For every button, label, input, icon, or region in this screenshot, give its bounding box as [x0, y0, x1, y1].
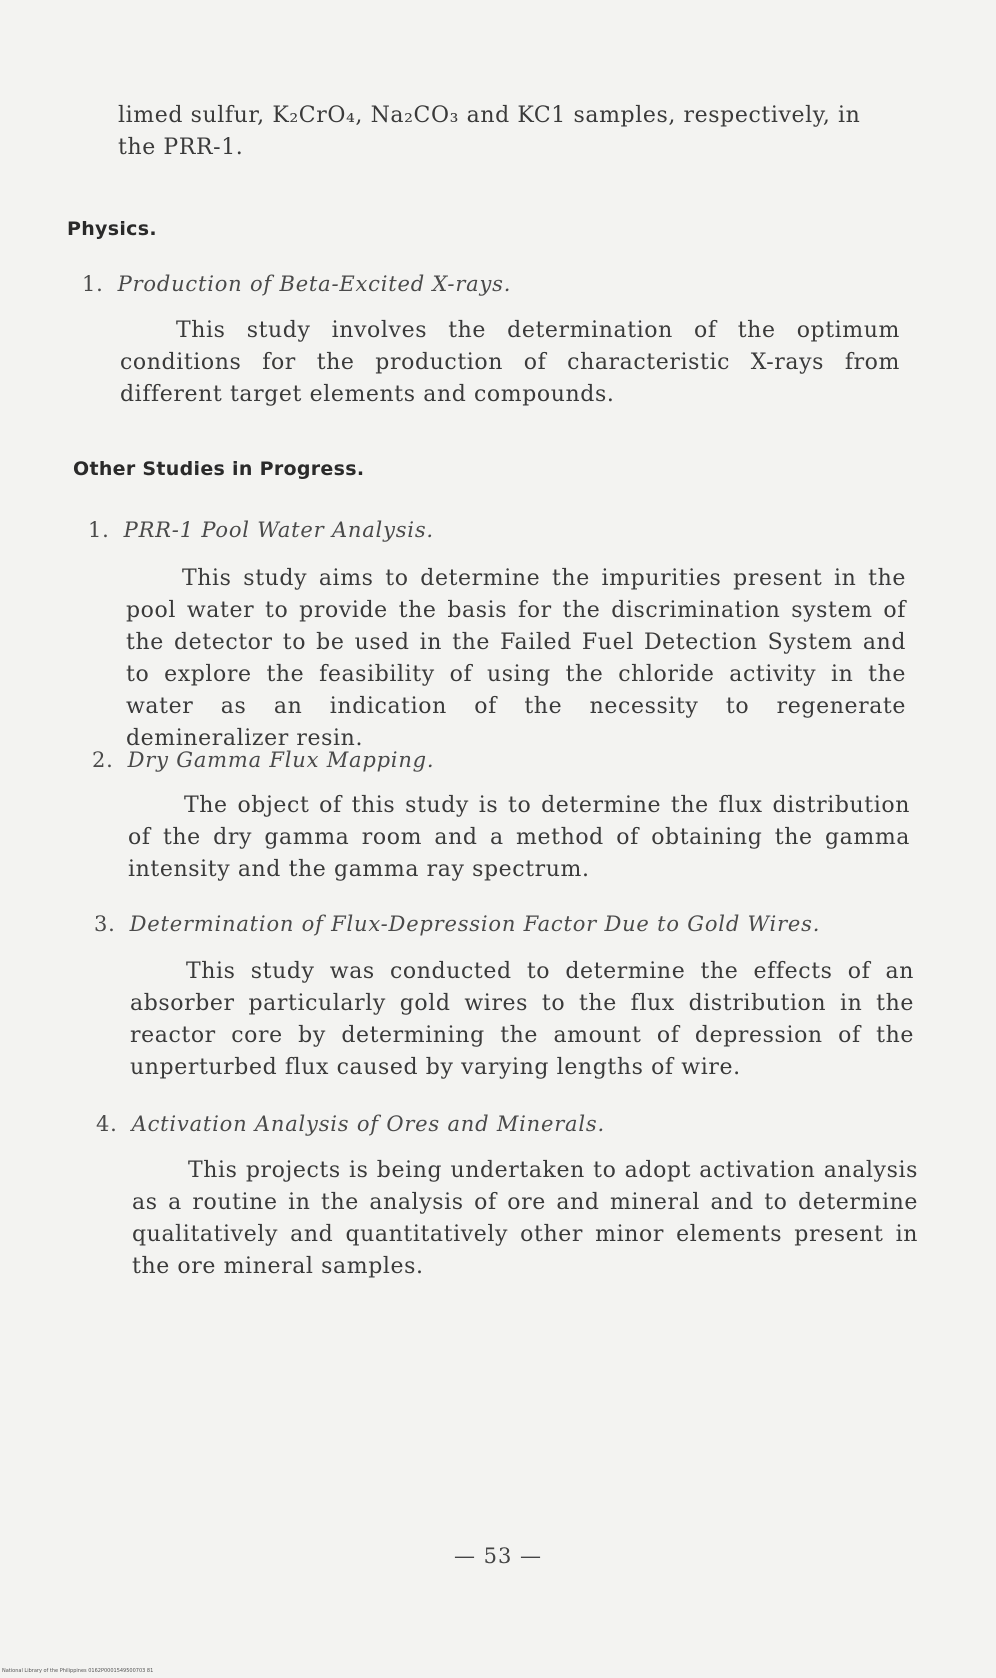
physics-item-1-body: This study involves the determination of the optimum conditions for the production of characteristic X-rays from different target elements and compounds.: [120, 318, 900, 407]
physics-item-1-title: [82, 272, 511, 296]
other-studies-heading: Other Studies in Progress.: [73, 458, 365, 480]
intro-line-1: limed sulfur, K₂CrO₄, Na₂CO₃ and KC1 samples, respectively, in: [118, 103, 861, 128]
other-item-4-body: This projects is being undertaken to adopt activation analysis as a routine in the analysis of ore and mineral and to determine qualitatively and quantitatively other minor elements present in the ore mineral samples.: [132, 1158, 918, 1279]
other-item-3-number: 3.: [94, 912, 116, 936]
other-item-4-title: [96, 1112, 605, 1136]
physics-item-1-number: 1.: [82, 272, 104, 296]
other-item-3-title: [94, 912, 820, 936]
physics-heading: Physics.: [67, 218, 157, 240]
other-item-2-body: The object of this study is to determine the flux distribution of the dry gamma room and a method of obtaining the gamma intensity and the gamma ray spectrum.: [128, 793, 910, 882]
other-item-2-title: [92, 748, 434, 772]
other-item-1-title: [88, 518, 434, 542]
physics-item-1-title-text: Production of Beta-Excited X-rays.: [117, 272, 512, 296]
other-item-4-number: 4.: [96, 1112, 118, 1136]
other-item-1-title-text: PRR-1 Pool Water Analysis.: [123, 518, 434, 542]
other-item-1-number: 1.: [88, 518, 110, 542]
other-item-3-body: This study was conducted to determine the effects of an absorber particularly gold wires to the flux distribution in the reactor core by determining the amount of depression of the unperturbed flux caused by varying lengths of wire.: [130, 959, 914, 1080]
footer-scan-note: National Library of the Philippines 0162P0001549500703 81: [2, 1668, 154, 1674]
other-item-2-title-text: Dry Gamma Flux Mapping.: [127, 748, 435, 772]
intro-line-2: the PRR-1.: [118, 135, 244, 160]
other-item-3-title-text: Determination of Flux-Depression Factor Due to Gold Wires.: [129, 912, 821, 936]
other-item-1-body: This study aims to determine the impurities present in the pool water to provide the basis for the discrimination system of the detector to be used in the Failed Fuel Detection System and to explore the feasibility of using the chloride activity in the water as an indication of the necessity to regenerate demineralizer resin.: [126, 566, 906, 751]
page-number: — 53 —: [453, 1544, 543, 1568]
intro-paragraph: [118, 100, 898, 164]
other-item-4-title-text: Activation Analysis of Ores and Minerals.: [131, 1112, 605, 1136]
other-item-2-number: 2.: [92, 748, 114, 772]
